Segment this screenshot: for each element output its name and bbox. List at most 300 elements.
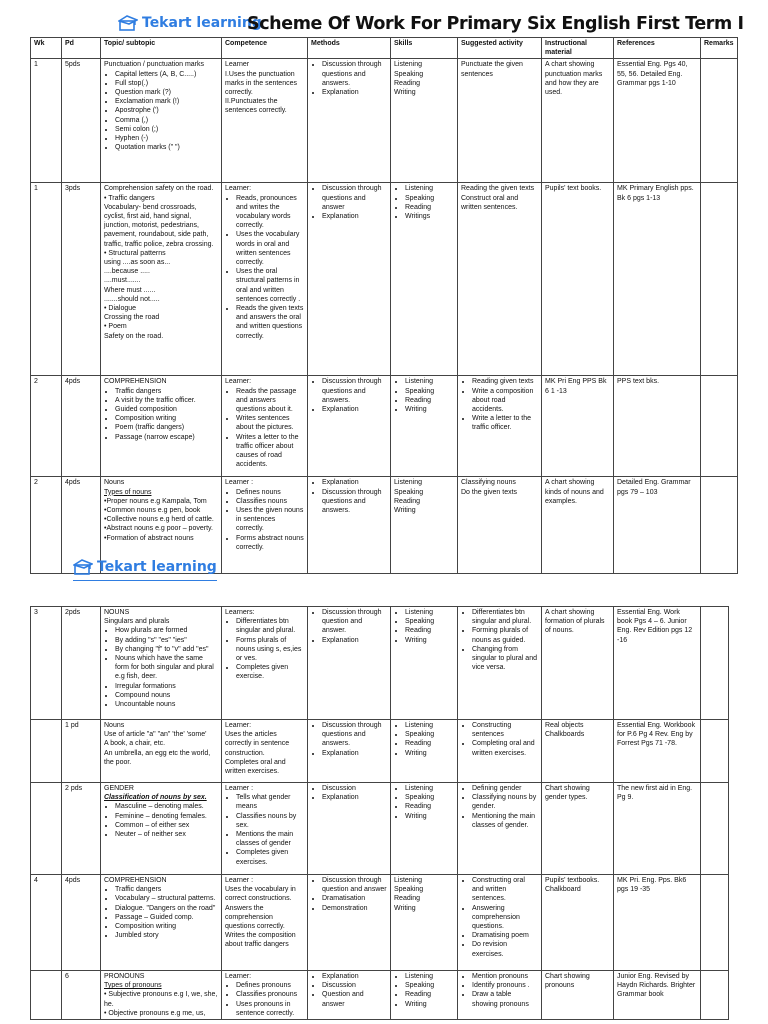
skills-cell [391,607,458,720]
list-item: • Masculine – denoting males. [115,802,218,811]
cell-text: • Traffic dangers [104,194,155,202]
competence-cell [222,875,308,971]
cell-text: Uses the vocabulary in correct constructions. [225,886,296,903]
cell-text: .......should not..... [104,295,160,303]
material-cell: A chart showing kinds of nouns and examples. [542,477,614,574]
week-cell: 2 [31,477,62,574]
period-cell: 1 pd [62,720,101,783]
period-cell: 6 [62,971,101,1020]
period-cell: 4pds [62,376,101,477]
material-cell: A chart showing punctuation marks and how they are used. [542,59,614,183]
graduation-cap-icon [73,558,93,576]
list-item: • Identify pronouns . [472,981,538,990]
week-cell: 1 [31,183,62,376]
skills-cell [391,875,458,971]
list-item: • Speaking [405,387,454,396]
cell-text: GENDER [104,785,134,792]
remarks-cell [701,875,729,971]
material-cell: A chart showing formation of plurals of nouns. [542,607,614,720]
list-item: • Answering comprehension questions. [472,904,538,932]
remarks-cell [701,376,738,477]
cell-text: Reading [394,497,421,505]
list-item: • Uses the given nouns in sentences correctly. [236,506,304,534]
cell-text: Completes oral and written exercises. [225,758,286,776]
list-item: • Explanation [322,749,387,758]
bullet-list [225,617,304,681]
bullet-list [311,60,387,97]
list-item: • How plurals are formed [115,626,218,635]
brand-logo-top [118,14,262,32]
competence-cell [222,720,308,783]
bullet-list [225,488,304,552]
column-header: Skills [391,38,458,59]
cell-text: I.Uses the punctuation marks in the sentences correctly. [225,70,297,97]
list-item: • Discussion [322,981,387,990]
bullet-list [311,184,387,221]
bullet-list [394,721,454,758]
topic-cell [101,875,222,971]
list-item: • Defining gender [472,784,538,793]
methods-cell [308,783,391,875]
cell-text: Uses the articles correctly in sentence construction. [225,731,290,757]
cell-text: •Collective nouns e.g herd of cattle. [104,516,214,524]
references-cell: Essential Eng. Workbook for P.6 Pg 4 Rev. Eng by Forrest Pgs 71 -78. [614,720,701,783]
topic-cell [101,59,222,183]
methods-cell [308,376,391,477]
competence-cell [222,376,308,477]
bullet-list [394,184,454,221]
list-item: • Passage – Guided comp. [115,913,218,922]
list-item: • Traffic dangers [115,387,218,396]
cell-text: Classification of nouns by sex. [104,794,207,802]
cell-text: COMPREHENSION [104,378,167,386]
bullet-list [461,784,538,830]
cell-text: COMPREHENSION [104,877,167,884]
table-row [31,607,729,720]
list-item: • Completes given exercises. [236,848,304,866]
remarks-cell [701,59,738,183]
competence-cell [222,783,308,875]
references-cell: Detailed Eng. Grammar pgs 79 – 103 [614,477,701,574]
skills-cell [391,783,458,875]
list-item: • Speaking [405,981,454,990]
bullet-list [394,784,454,821]
topic-cell [101,376,222,477]
cell-text: Do the given texts [461,488,518,496]
cell-text: Classifying nouns [461,479,516,487]
list-item: • Discussion through question and answer. [322,608,387,636]
column-header: Remarks [701,38,738,59]
list-item: • Classifies pronouns [236,990,304,999]
column-header: Instructional material [542,38,614,59]
list-item: • Dramatising poem [472,931,538,940]
bullet-list [394,972,454,1009]
activity-cell [458,59,542,183]
bullet-list [104,626,218,709]
cell-text: Learner: [225,378,252,386]
competence-cell [222,183,308,376]
methods-cell [308,183,391,376]
list-item: • Writings [405,212,454,221]
brand-logo-middle [73,558,217,576]
cell-text: Writing [394,89,416,97]
list-item: • Neuter – of neither sex [115,830,218,839]
cell-text: II.Punctuates the sentences correctly. [225,98,287,115]
list-item: • Feminine – denoting females. [115,812,218,821]
week-cell [31,783,62,875]
list-item: • Reads the given texts and answers the oral and written questions correctly. [236,304,304,341]
period-cell: 3pds [62,183,101,376]
list-item: • Mentioning the main classes of gender. [472,812,538,830]
remarks-cell [701,183,738,376]
list-item: • Writing [405,812,454,821]
cell-text: Where must ...... [104,286,156,294]
list-item: • Dialogue. "Dangers on the road" [115,904,218,913]
list-item: • Listening [405,784,454,793]
period-cell: 2 pds [62,783,101,875]
bullet-list [461,876,538,959]
activity-cell [458,720,542,783]
cell-text: • Poem [104,323,127,331]
cell-text: Listening [394,61,423,69]
cell-text: •Abstract nouns e.g poor – poverty. [104,525,213,533]
cell-text: An umbrella, an egg etc the world, the poor. [104,749,211,766]
list-item: • Completes given exercise. [236,663,304,681]
list-item: • Explanation [322,972,387,981]
cell-text: Learner: [225,722,252,729]
cell-text: Crossing the road [104,314,160,322]
list-item: • Discussion through question and answer [322,876,387,894]
methods-cell [308,477,391,574]
skills-cell [391,376,458,477]
list-item: • Discussion through questions and answers. [322,488,387,516]
cell-text: Punctuation / punctuation marks [104,61,205,69]
list-item: • Vocabulary – structural patterns. [115,894,218,903]
methods-cell [308,720,391,783]
cell-text: Nouns [104,479,125,487]
column-header: Wk [31,38,62,59]
cell-text: Types of pronouns [104,982,162,990]
topic-cell [101,783,222,875]
bullet-list [104,387,218,442]
cell-text: Singulars and plurals [104,618,170,626]
cell-text: Speaking [394,70,424,78]
references-cell: MK Primary English pps. Bk 6 pgs 1-13 [614,183,701,376]
list-item: • Changing from singular to plural and vice versa. [472,645,538,673]
competence-cell [222,607,308,720]
list-item: • Comma (,) [115,116,218,125]
list-item: • Constructing sentences [472,721,538,739]
list-item: • Write a letter to the traffic officer. [472,414,538,432]
list-item: • Explanation [322,405,387,414]
list-item: • Passage (narrow escape) [115,433,218,442]
list-item: • Writing [405,636,454,645]
list-item: • Reading [405,203,454,212]
table-row [31,183,738,376]
list-item: • Writing [405,405,454,414]
bullet-list [461,972,538,1009]
cell-text: • Objective pronouns e.g me, us, [104,1009,206,1017]
list-item: • Defines nouns [236,488,304,497]
skills-cell [391,971,458,1020]
cell-text: Use of article "a" "an" 'the' 'some' [104,731,207,739]
skills-cell [391,477,458,574]
list-item: • Reads, pronounces and writes the vocabulary words correctly. [236,194,304,231]
cell-text: Speaking [394,488,424,496]
cell-text: Learner: [225,973,252,980]
cell-text: Listening [394,877,423,884]
list-item: • Uncountable nouns [115,700,218,709]
skills-cell [391,183,458,376]
list-item: • By adding "s" "es" "ies" [115,636,218,645]
cell-text: Nouns [104,722,125,729]
table-row [31,971,729,1020]
week-cell [31,971,62,1020]
bullet-list [311,377,387,414]
cell-text: using ....as soon as... [104,259,171,267]
list-item: • Guided composition [115,405,218,414]
list-item: • Question and answer [322,990,387,1008]
material-cell: MK Pri Eng PPS Bk 6 1 -13 [542,376,614,477]
references-cell: Essential Eng. Pgs 40, 55, 56. Detailed Eng. Grammar pgs 1-10 [614,59,701,183]
cell-text: PRONOUNS [104,973,145,980]
bullet-list [225,793,304,867]
list-item: • Classifies nouns by sex. [236,812,304,830]
list-item: • Listening [405,377,454,386]
list-item: • Listening [405,184,454,193]
list-item: • Discussion through questions and answers. [322,60,387,88]
references-cell: MK Pri. Eng. Pps. Bk6 pgs 19 -35 [614,875,701,971]
list-item: • Differentiates btn singular and plural. [472,608,538,626]
list-item: • Discussion through questions and answer [322,184,387,212]
list-item: • Listening [405,608,454,617]
list-item: • Explanation [322,88,387,97]
bullet-list [394,377,454,414]
remarks-cell [701,971,729,1020]
list-item: • Reading [405,802,454,811]
cell-text: Learner : [225,877,254,884]
brand-name: Tekart learning [142,15,262,31]
cell-text: Safety on the road. [104,332,164,340]
list-item: • Hyphen (-) [115,134,218,143]
cell-text: A book, a chair, etc. [104,740,166,748]
list-item: • Explanation [322,478,387,487]
list-item: • Apostrophe (') [115,106,218,115]
list-item: • Irregular formations [115,682,218,691]
period-cell: 4pds [62,875,101,971]
list-item: • Write a composition about road accidents. [472,387,538,415]
list-item: • Mentions the main classes of gender [236,830,304,848]
bullet-list [225,194,304,341]
list-item: • Demonstration [322,904,387,913]
cell-text: Vocabulary- bend crossroads, cyclist, first aid, hand signal, junction, motorist, pedestrians, pavement, roundabout, side path, traffic, traffic police, zebra crossing. [104,203,214,248]
list-item: • Uses the oral structural patterns in oral and written sentences correctly . [236,267,304,304]
list-item: • Forms abstract nouns correctly. [236,534,304,552]
list-item: • Speaking [405,793,454,802]
week-cell [31,720,62,783]
list-item: • Completing oral and written exercises. [472,739,538,757]
cell-text: Punctuate the given sentences [461,61,523,78]
cell-text: Reading [394,79,421,87]
list-item: • Jumbled story [115,931,218,940]
cell-text: NOUNS [104,609,130,616]
references-cell: The new first aid in Eng. Pg 9. [614,783,701,875]
list-item: • Discussion [322,784,387,793]
period-cell: 5pds [62,59,101,183]
week-cell: 4 [31,875,62,971]
list-item: • Mention pronouns [472,972,538,981]
bullet-list [394,608,454,645]
list-item: • Explanation [322,212,387,221]
remarks-cell [701,477,738,574]
cell-text: Learner : [225,785,254,792]
bullet-list [104,802,218,839]
material-cell: Pupils' text books. [542,183,614,376]
skills-cell [391,59,458,183]
list-item: • Explanation [322,636,387,645]
cell-text: Comprehension safety on the road. [104,185,214,193]
activity-cell [458,783,542,875]
scheme-table-part-1 [30,37,738,574]
graduation-cap-icon [118,14,138,32]
list-item: • Classifies nouns [236,497,304,506]
list-item: • Reading [405,626,454,635]
period-cell: 4pds [62,477,101,574]
column-header: Suggested activity [458,38,542,59]
competence-cell [222,59,308,183]
cell-text: Reading [394,895,421,903]
list-item: • Listening [405,972,454,981]
bullet-list [461,377,538,432]
list-item: • Dramatisation [322,894,387,903]
list-item: • Traffic dangers [115,885,218,894]
column-header: Pd [62,38,101,59]
references-cell: Junior Eng. Revised by Haydn Richards. Brighter Grammar book [614,971,701,1020]
activity-cell [458,477,542,574]
bullet-list [104,70,218,153]
scheme-table-part-2 [30,606,729,1020]
activity-cell [458,183,542,376]
list-item: • Composition writing [115,414,218,423]
week-cell: 3 [31,607,62,720]
cell-text: Writing [394,507,416,515]
list-item: • Reading [405,396,454,405]
list-item: • By changing "f" to "v" add "es" [115,645,218,654]
activity-cell [458,607,542,720]
list-item: • Compound nouns [115,691,218,700]
list-item: • Draw a table showing pronouns [472,990,538,1008]
list-item: • Tells what gender means [236,793,304,811]
bullet-list [311,972,387,1009]
list-item: • Forms plurals of nouns using s, es,ies or ves. [236,636,304,664]
list-item: • Explanation [322,793,387,802]
bullet-list [311,876,387,913]
cell-text: Listening [394,479,423,487]
cell-text: Speaking [394,886,424,894]
list-item: • Exclamation mark (!) [115,97,218,106]
bullet-list [461,608,538,672]
cell-text: Learner [225,61,250,69]
list-item: • Discussion through questions and answers. [322,721,387,749]
bullet-list [311,608,387,645]
list-item: • A visit by the traffic officer. [115,396,218,405]
cell-text: Answers the comprehension questions correctly. [225,904,285,931]
material-cell: Chart showing pronouns [542,971,614,1020]
list-item: • Speaking [405,730,454,739]
list-item: • Writes a letter to the traffic officer about causes of road accidents. [236,433,304,470]
list-item: • Poem (traffic dangers) [115,423,218,432]
week-cell: 1 [31,59,62,183]
list-item: • Do revision exercises. [472,940,538,958]
table-header-row [31,38,738,59]
list-item: • Speaking [405,617,454,626]
column-header: Topic/ subtopic [101,38,222,59]
competence-cell [222,477,308,574]
brand-name: Tekart learning [97,559,217,575]
cell-text: Writing [394,904,416,912]
remarks-cell [701,720,729,783]
cell-text: Writes the composition about traffic dangers [225,932,296,949]
activity-cell [458,875,542,971]
list-item: • Common – of either sex [115,821,218,830]
topic-cell [101,607,222,720]
table-row [31,875,729,971]
period-cell: 2pds [62,607,101,720]
table-row [31,59,738,183]
references-cell: PPS text bks. [614,376,701,477]
topic-cell [101,183,222,376]
column-header: References [614,38,701,59]
list-item: • Writing [405,1000,454,1009]
methods-cell [308,59,391,183]
activity-cell [458,376,542,477]
list-item: • Uses the vocabulary words in oral and written sentences correctly. [236,230,304,267]
list-item: • Reading [405,739,454,748]
list-item: • Reads the passage and answers questions about it. [236,387,304,415]
list-item: • Defines pronouns [236,981,304,990]
cell-text: • Dialogue [104,305,137,313]
list-item: • Semi colon (;) [115,125,218,134]
list-item: • Writes sentences about the pictures. [236,414,304,432]
table-row [31,783,729,875]
list-item: • Discussion through questions and answers. [322,377,387,405]
list-item: • Composition writing [115,922,218,931]
list-item: • Question mark (?) [115,88,218,97]
list-item: • Uses pronouns in sentence correctly. [236,1000,304,1018]
list-item: • Speaking [405,194,454,203]
topic-cell [101,971,222,1020]
bullet-list [225,387,304,470]
cell-text: Learner : [225,479,254,487]
cell-text: Learners: [225,609,255,616]
remarks-cell [701,607,729,720]
cell-text: Reading the given texts [461,185,535,193]
list-item: • Reading [405,990,454,999]
list-item: • Nouns which have the same form for both singular and plural e.g fish, deer. [115,654,218,682]
cell-text: Construct oral and written sentences. [461,194,519,211]
activity-cell [458,971,542,1020]
cell-text: • Structural patterns [104,249,166,257]
list-item: • Forming plurals of nouns as guided. [472,626,538,644]
methods-cell [308,875,391,971]
material-cell: Chart showing gender types. [542,783,614,875]
bullet-list [311,478,387,515]
cell-text: ....must....... [104,277,141,285]
list-item: • Classifying nouns by gender. [472,793,538,811]
list-item: • Capital letters (A, B, C.....) [115,70,218,79]
cell-text: •Proper nouns e.g Kampala, Tom [104,497,207,505]
references-cell: Essential Eng. Work book Pgs 4 – 6. Junior Eng. Rev Edition pgs 12 -16 [614,607,701,720]
